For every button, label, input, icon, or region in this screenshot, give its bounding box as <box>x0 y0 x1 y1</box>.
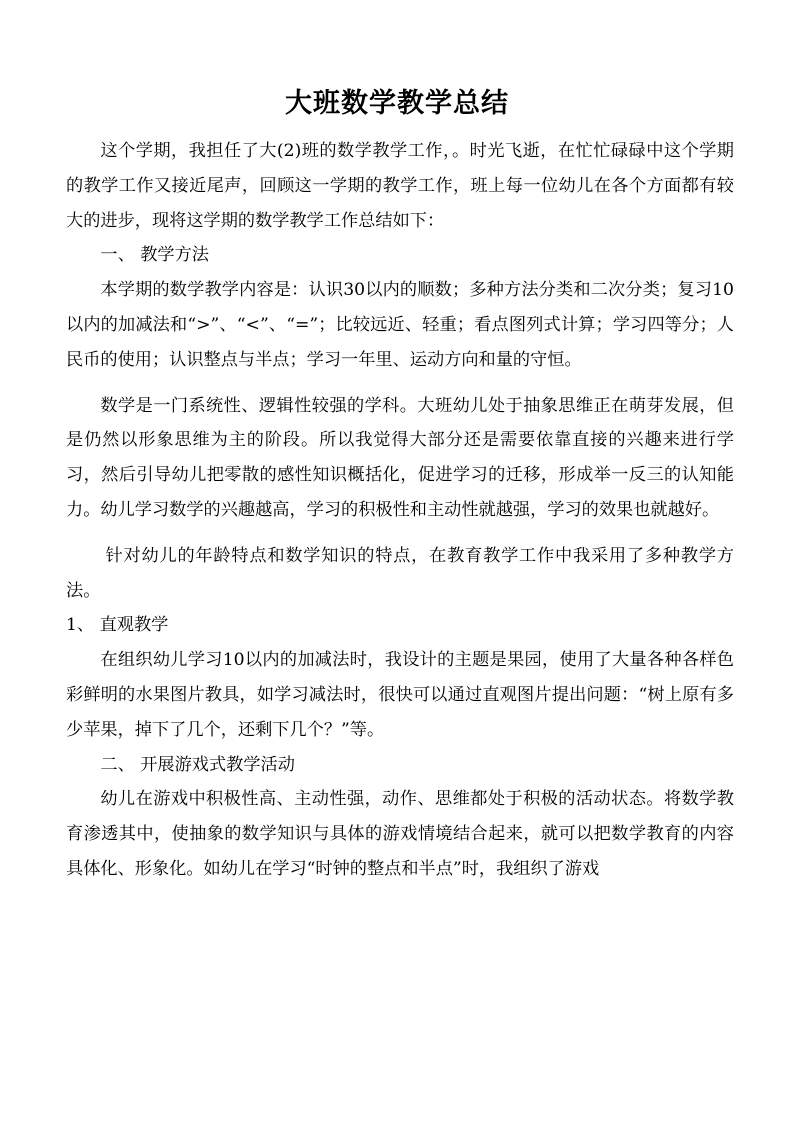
math-subject-paragraph: 数学是一门系统性、逻辑性较强的学科。大班幼儿处于抽象思维正在萌芽发展，但是仍然以形象思维为主的阶段。所以我觉得大部分还是需要依靠直接的兴趣来进行学习，然后引导幼儿把零散的感性知识概括化，促进学习的迁移，形成举一反三的认知能力。幼儿学习数学的兴趣越高，学习的积极性和主动性就越强，学习的效果也就越好。 <box>66 395 734 520</box>
methods-intro-paragraph: 针对幼儿的年龄特点和数学知识的特点，在教育教学工作中我采用了多种教学方法。 <box>66 545 734 601</box>
section-heading-game-activities: 二、 开展游戏式教学活动 <box>100 754 295 775</box>
content-paragraph: 本学期的数学教学内容是：认识30以内的顺数；多种方法分类和二次分类；复习10以内的加减法和“>”、“<”、“=”；比较远近、轻重；看点图列式计算；学习四等分；人民币的使用；认识整点与半点；学习一年里、运动方向和量的守恒。 <box>66 280 734 370</box>
page-title: 大班数学教学总结 <box>285 88 509 119</box>
game-activities-paragraph: 幼儿在游戏中积极性高、主动性强，动作、思维都处于积极的活动状态。将数学教育渗透其中，使抽象的数学知识与具体的游戏情境结合起来，就可以把数学教育的内容具体化、形象化。如幼儿在学习“时钟的整点和半点”时，我组织了游戏 <box>66 789 734 879</box>
visual-teaching-paragraph: 在组织幼儿学习10以内的加减法时，我设计的主题是果园，使用了大量各种各样色彩鲜明的水果图片教具，如学习减法时，很快可以通过直观图片提出问题：“树上原有多少苹果，掉下了几个，还剩下几个？”等。 <box>66 650 734 740</box>
intro-paragraph: 这个学期，我担任了大(2)班的数学教学工作，。时光飞逝，在忙忙碌碌中这个学期的教学工作又接近尾声，回顾这一学期的教学工作，班上每一位幼儿在各个方面都有较大的进步，现将这学期的数学教学工作总结如下： <box>66 141 734 231</box>
document-body <box>66 134 734 887</box>
subsection-heading-visual-teaching: 1、 直观教学 <box>66 615 169 636</box>
section-heading-teaching-methods: 一、 教学方法 <box>100 245 209 266</box>
